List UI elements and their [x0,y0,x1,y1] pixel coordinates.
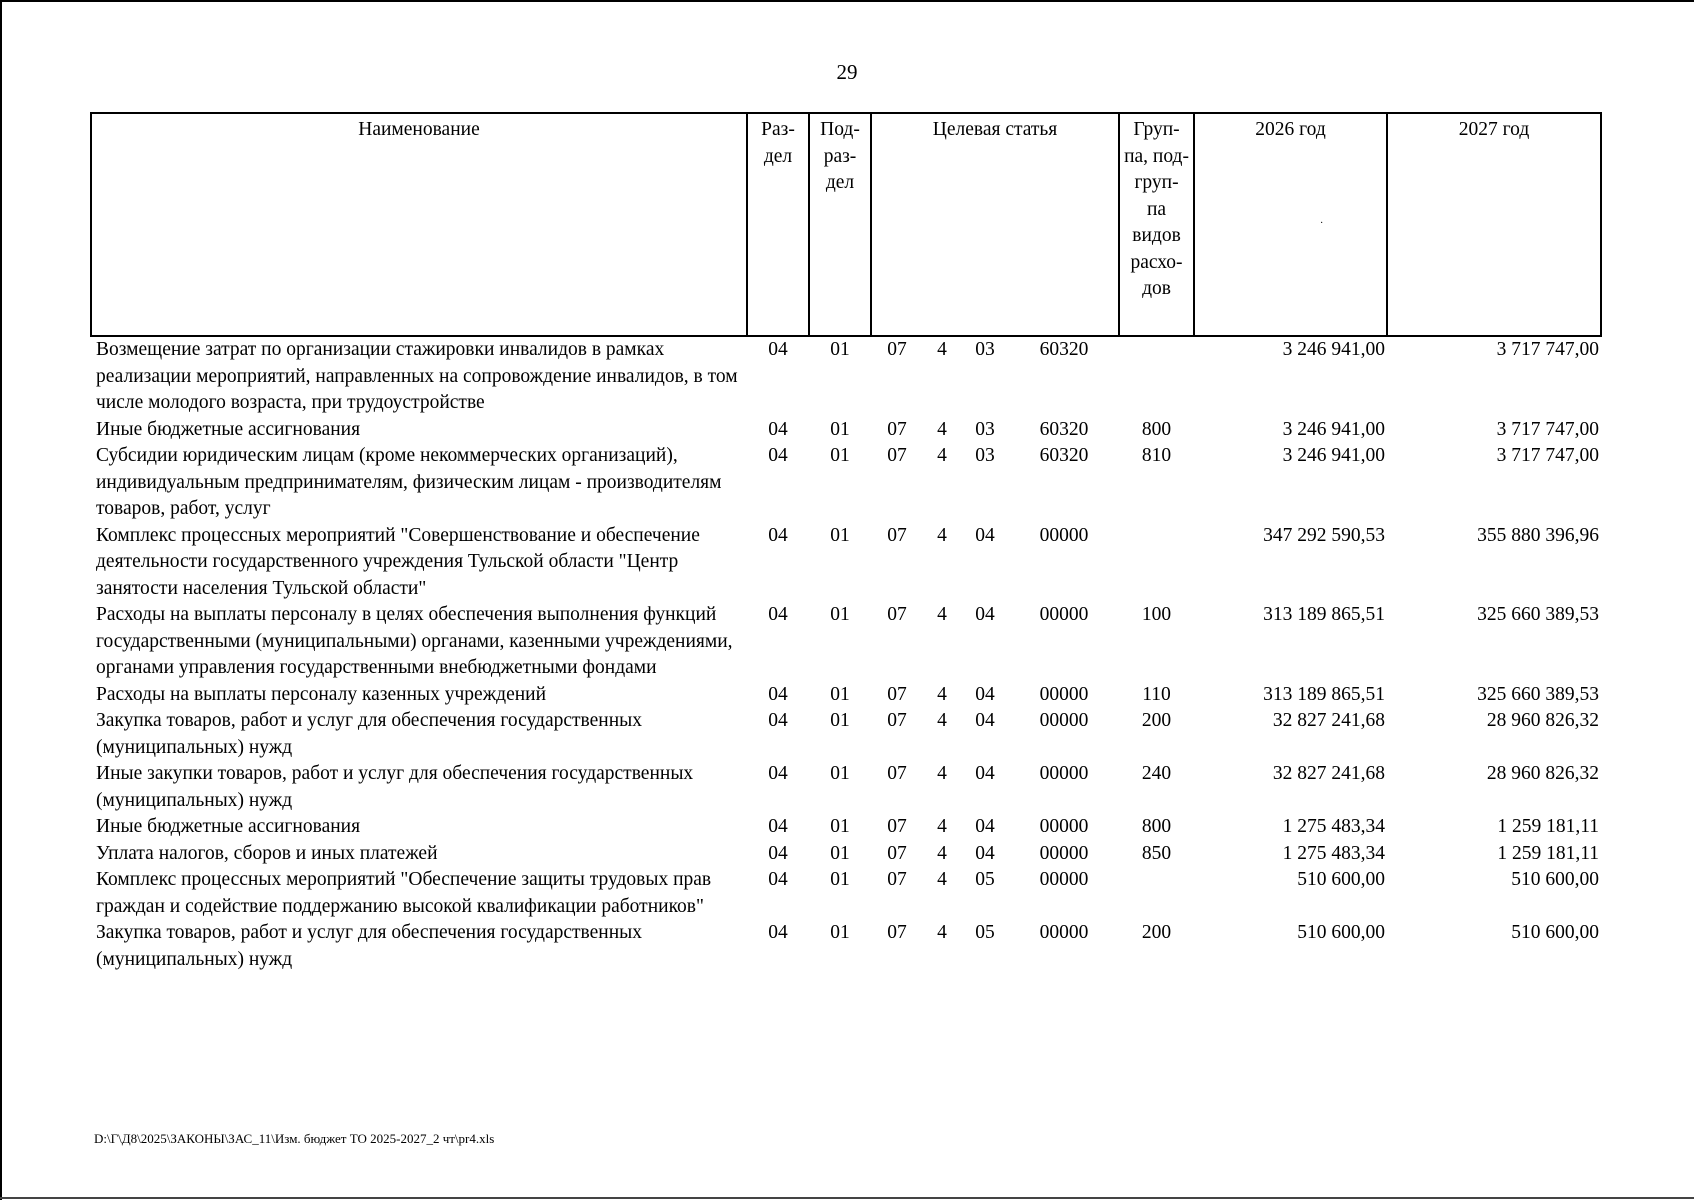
table-row [91,920,1601,973]
row-expense-group [1119,336,1194,417]
header-target-article: Целевая статья [871,113,1119,336]
row-expense-group [1119,867,1194,920]
row-target-complex: 03 [975,339,995,360]
row-target-complex: 04 [975,763,995,784]
row-amount-2026: 1 275 483,34 [1282,816,1386,837]
row-podrazdel: 01 [830,710,850,731]
row-target-direction: 00000 [1039,763,1089,784]
stray-mark: · [1320,218,1324,229]
row-target-complex: 04 [975,842,995,864]
row-target-complex: 05 [975,922,995,943]
row-podrazdel: 01 [830,683,850,705]
row-name: Субсидии юридическим лицам (кроме некоммерческих организаций), индивидуальным предпринимателям, физическим лицам - производителям товаров, работ, услуг [96,445,722,519]
row-razdel: 04 [768,842,788,864]
row-name: Иные бюджетные ассигнования [96,418,361,440]
row-name: Закупка товаров, работ и услуг для обеспечения государственных (муниципальных) нужд [96,710,643,758]
row-amount-2026: 3 246 941,00 [1282,339,1386,360]
row-razdel: 04 [768,869,788,890]
row-amount-2027: 3 717 747,00 [1496,418,1600,440]
page-border-left [0,0,2,1200]
row-target-direction: 00000 [1039,524,1089,546]
row-razdel: 04 [768,339,788,360]
row-razdel: 04 [768,683,788,705]
row-podrazdel: 01 [830,763,850,784]
row-name: Закупка товаров, работ и услуг для обеспечения государственных (муниципальных) нужд [96,922,643,970]
row-expense-group: 800 [1141,418,1172,440]
row-target-type: 4 [937,763,947,784]
row-name: Расходы на выплаты персоналу в целях обеспечения выполнения функций государственными (муниципальными) органами, казенными учреждениями, органами управления государственными внебюджетными фондами [96,604,733,678]
row-target-program: 07 [887,339,907,360]
row-amount-2026: 32 827 241,68 [1272,710,1386,731]
row-target-direction: 60320 [1039,445,1089,466]
row-name: Уплата налогов, сборов и иных платежей [96,842,438,864]
row-amount-2027: 3 717 747,00 [1496,339,1600,360]
table-row [91,761,1601,814]
row-amount-2027: 28 960 826,32 [1486,763,1600,784]
table-row [91,523,1601,603]
row-amount-2027: 510 600,00 [1511,869,1600,890]
footer-file-path: D:\Г\Д8\2025\ЗАКОНЫ\ЗАС_11\Изм. бюджет ТО 2025-2027_2 чт\pr4.xls [94,1131,495,1146]
row-target-direction: 00000 [1039,604,1089,625]
row-target-complex: 04 [975,683,995,705]
header-year-2027: 2027 год [1387,113,1601,336]
row-target-type: 4 [937,922,947,943]
row-target-complex: 04 [975,710,995,731]
header-expense-group: Груп- па, под- груп- па видов расхо- дов [1119,113,1194,336]
table-row [91,602,1601,682]
row-razdel: 04 [768,524,788,546]
row-expense-group: 240 [1141,763,1172,784]
table-row [91,682,1601,709]
row-razdel: 04 [768,816,788,837]
row-razdel: 04 [768,445,788,466]
header-razdel: Раз- дел [747,113,809,336]
row-name: Возмещение затрат по организации стажировки инвалидов в рамках реализации мероприятий, направленных на сопровождение инвалидов, в том числе молодого возраста, при трудоустройстве [96,339,738,413]
row-expense-group: 810 [1141,445,1172,466]
row-target-complex: 04 [975,604,995,625]
row-expense-group: 800 [1141,816,1172,837]
budget-table [90,112,1602,973]
row-target-type: 4 [937,683,947,705]
row-target-program: 07 [887,710,907,731]
row-expense-group: 100 [1141,604,1172,625]
row-target-program: 07 [887,763,907,784]
row-target-direction: 00000 [1039,710,1089,731]
row-podrazdel: 01 [830,869,850,890]
row-target-direction: 00000 [1039,683,1089,705]
row-target-complex: 04 [975,524,995,546]
row-podrazdel: 01 [830,445,850,466]
row-podrazdel: 01 [830,922,850,943]
row-target-direction: 60320 [1039,339,1089,360]
row-razdel: 04 [768,922,788,943]
row-name: Иные бюджетные ассигнования [96,816,361,837]
row-target-type: 4 [937,816,947,837]
row-podrazdel: 01 [830,418,850,440]
row-expense-group: 200 [1141,922,1172,943]
table-row [91,841,1601,868]
row-expense-group: 110 [1142,683,1171,705]
row-target-program: 07 [887,604,907,625]
row-name: Расходы на выплаты персоналу казенных учреждений [96,683,547,705]
table-row [91,814,1601,841]
header-name: Наименование [91,113,747,336]
row-amount-2027: 325 660 389,53 [1477,604,1600,625]
row-name: Комплекс процессных мероприятий "Совершенствование и обеспечение деятельности государственного учреждения Тульской области "Центр занятости населения Тульской области" [96,524,700,599]
row-target-complex: 04 [975,816,995,837]
row-target-type: 4 [937,524,947,546]
row-podrazdel: 01 [830,816,850,837]
table-header-row [91,113,1601,336]
row-target-program: 07 [887,869,907,890]
row-amount-2027: 3 717 747,00 [1496,445,1600,466]
row-amount-2026: 3 246 941,00 [1282,418,1386,440]
page-number: 29 [836,60,858,84]
row-amount-2027: 1 259 181,11 [1497,816,1600,837]
row-expense-group: 850 [1141,842,1172,864]
row-target-direction: 00000 [1039,842,1089,864]
header-podrazdel: Под- раз- дел [809,113,871,336]
row-amount-2027: 1 259 181,11 [1497,842,1600,864]
row-target-complex: 05 [975,869,995,890]
row-amount-2027: 28 960 826,32 [1486,710,1600,731]
table-row [91,417,1601,444]
row-target-program: 07 [887,524,907,546]
row-target-program: 07 [887,842,907,864]
row-amount-2026: 510 600,00 [1297,869,1386,890]
row-razdel: 04 [768,418,788,440]
row-razdel: 04 [768,604,788,625]
row-target-direction: 00000 [1039,922,1089,943]
page-border-top [0,0,1694,2]
row-podrazdel: 01 [830,842,850,864]
row-target-type: 4 [937,842,947,864]
table-row [91,336,1601,417]
row-expense-group [1119,523,1194,603]
table-row [91,867,1601,920]
row-podrazdel: 01 [830,524,850,546]
row-target-type: 4 [937,339,947,360]
row-expense-group: 200 [1141,710,1172,731]
row-name: Комплекс процессных мероприятий "Обеспечение защиты трудовых прав граждан и содействие поддержанию высокой квалификации работников" [96,869,712,917]
table-row [91,708,1601,761]
row-target-direction: 00000 [1039,816,1089,837]
row-target-program: 07 [887,418,907,440]
row-target-program: 07 [887,816,907,837]
row-podrazdel: 01 [830,339,850,360]
row-target-program: 07 [887,445,907,466]
row-amount-2027: 325 660 389,53 [1477,683,1600,705]
row-amount-2026: 510 600,00 [1297,922,1386,943]
row-target-type: 4 [937,445,947,466]
row-target-complex: 03 [975,418,995,440]
row-amount-2026: 3 246 941,00 [1282,445,1386,466]
row-amount-2026: 1 275 483,34 [1282,842,1386,864]
header-year-2026: 2026 год [1194,113,1387,336]
page-border-bottom [0,1197,1694,1199]
row-name: Иные закупки товаров, работ и услуг для обеспечения государственных (муниципальных) нужд [96,763,694,811]
row-target-program: 07 [887,922,907,943]
row-amount-2027: 510 600,00 [1511,922,1600,943]
row-target-direction: 60320 [1039,418,1089,440]
row-amount-2026: 313 189 865,51 [1263,604,1386,625]
row-razdel: 04 [768,710,788,731]
row-target-type: 4 [937,418,947,440]
table-row [91,443,1601,523]
row-amount-2027: 355 880 396,96 [1477,524,1600,546]
row-razdel: 04 [768,763,788,784]
row-target-program: 07 [887,683,907,705]
row-amount-2026: 313 189 865,51 [1263,683,1386,705]
row-target-type: 4 [937,604,947,625]
row-amount-2026: 347 292 590,53 [1263,524,1386,546]
row-amount-2026: 32 827 241,68 [1272,763,1386,784]
row-target-complex: 03 [975,445,995,466]
row-target-type: 4 [937,710,947,731]
row-podrazdel: 01 [830,604,850,625]
row-target-direction: 00000 [1039,869,1089,890]
row-target-type: 4 [937,869,947,890]
